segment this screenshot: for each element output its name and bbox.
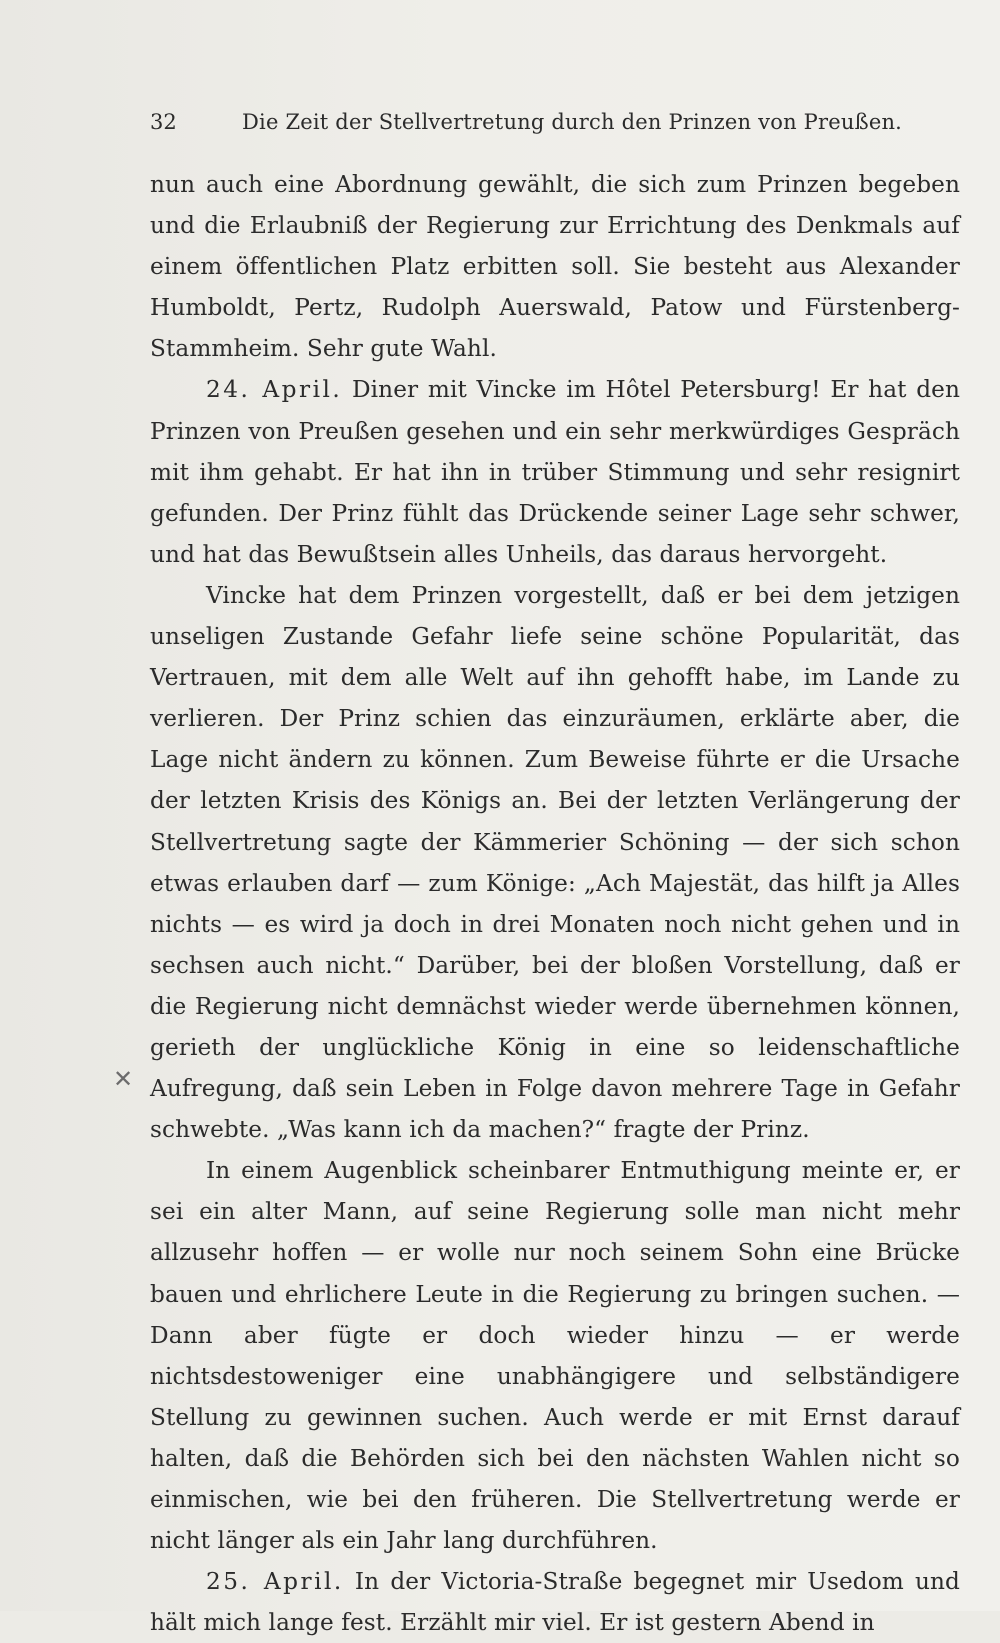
running-title: Die Zeit der Stellvertretung durch den Prinzen von Preußen. (242, 110, 903, 134)
pencil-cross-mark-icon: ✕ (113, 1065, 134, 1093)
paragraph-5-text: In der Victoria-Straße begegnet mir Usedom und hält mich lange fest. Erzählt mir viel. Er ist gestern Abend in (150, 1568, 960, 1637)
running-head (150, 105, 903, 139)
body-text (150, 164, 960, 1643)
paragraph-3: Vincke hat dem Prinzen vorgestellt, daß er bei dem jetzigen unseligen Zustande Gefahr liefe seine schöne Popularität, das Vertrauen, mit dem alle Welt auf ihn gehofft habe, im Lande zu verlieren. Der Prinz schien das einzuräumen, erklärte aber, die Lage nicht ändern zu können. Zum Beweise führte er die Ursache der letzten Krisis des Königs an. Bei der letzten Verlängerung der Stellvertretung sagte der Kämmerier Schöning — der sich schon etwas erlauben darf — zum Könige: „Ach Majestät, das hilft ja Alles nichts — es wird ja doch in drei Monaten noch nicht gehen und in sechsen auch nicht.“ Darüber, bei der bloßen Vorstellung, daß er die Regierung nicht demnächst wieder werde übernehmen können, gerieth der unglückliche König in eine so leidenschaftliche Aufregung, daß sein Leben in Folge davon mehrere Tage in Gefahr schwebte. „Was kann ich da machen?“ fragte der Prinz. (150, 581, 960, 1144)
page-number: 32 (150, 110, 177, 134)
paragraph-4: In einem Augenblick scheinbarer Entmuthigung meinte er, er sei ein alter Mann, auf seine Regierung solle man nicht mehr allzusehr hoffen — er wolle nur noch seinem Sohn eine Brücke bauen und ehrlichere Leute in die Regierung zu bringen suchen. — Dann aber fügte er doch wieder hinzu — er werde nichtsdestoweniger eine unabhängigere und selbständigere Stellung zu gewinnen suchen. Auch werde er mit Ernst darauf halten, daß die Behörden sich bei den nächsten Wahlen nicht so einmischen, wie bei den früheren. Die Stellvertretung werde er nicht länger als ein Jahr lang durchführen. (150, 1157, 960, 1555)
paragraph-1: nun auch eine Abordnung gewählt, die sich zum Prinzen begeben und die Erlaubniß der Regierung zur Errichtung des Denkmals auf einem öffentlichen Platz erbitten soll. Sie besteht aus Alexander Humboldt, Pertz, Rudolph Auerswald, Patow und Fürstenberg-Stammheim. Sehr gute Wahl. (150, 171, 960, 363)
diary-date-25-april: 25. April. (206, 1568, 344, 1596)
paragraph-2 (150, 369, 960, 574)
paragraph-5 (150, 1561, 960, 1643)
paragraph-2-text: Diner mit Vincke im Hôtel Petersburg! Er hat den Prinzen von Preußen gesehen und ein sehr merkwürdiges Gespräch mit ihm gehabt. Er hat ihn in trüber Stimmung und sehr resignirt gefunden. Der Prinz fühlt das Drückende seiner Lage sehr schwer, und hat das Bewußtsein alles Unheils, das daraus hervorgeht. (150, 376, 961, 568)
diary-date-24-april: 24. April. (206, 376, 343, 404)
